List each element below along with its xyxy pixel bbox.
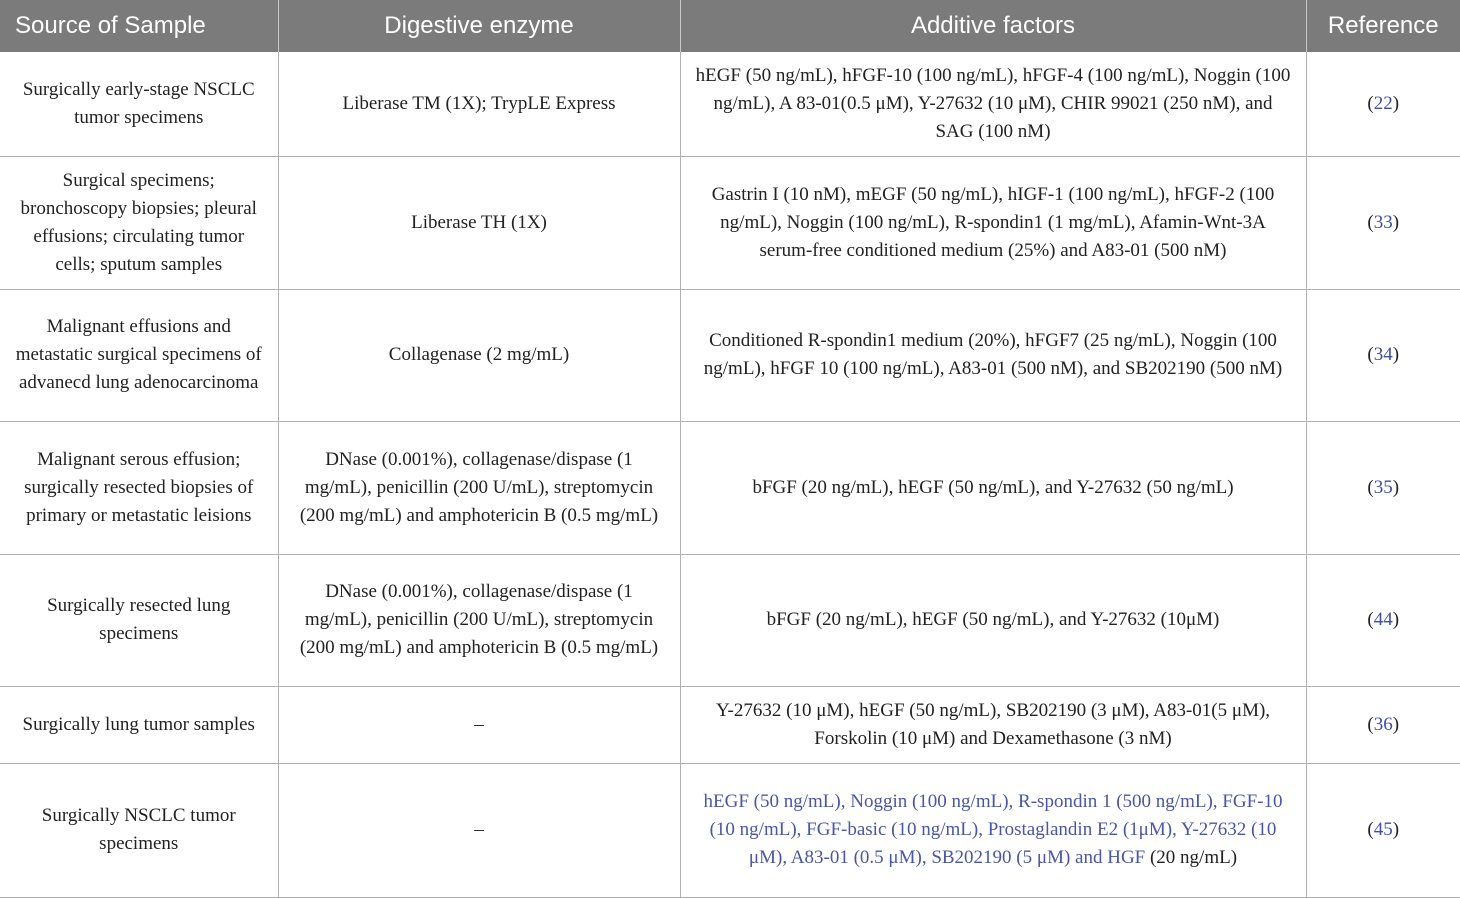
ref-open-paren: ( <box>1367 344 1374 365</box>
reference-link[interactable]: 44 <box>1373 609 1393 630</box>
enzyme-cell: Collagenase (2 mg/mL) <box>278 289 680 421</box>
header-factors: Additive factors <box>680 0 1306 52</box>
reference-cell <box>1306 554 1460 686</box>
reference-cell <box>1306 421 1460 554</box>
header-reference: Reference <box>1306 0 1460 52</box>
table-row <box>0 763 1460 897</box>
reference-link[interactable]: 33 <box>1373 211 1393 233</box>
ref-close-paren: ) <box>1392 713 1400 735</box>
reference-cell <box>1306 686 1460 763</box>
factors-cell: bFGF (20 ng/mL), hEGF (50 ng/mL), and Y-27632 (10μM) <box>680 554 1306 686</box>
table-row <box>0 421 1460 554</box>
reference-cell <box>1306 156 1460 289</box>
ref-close-paren: ) <box>1392 476 1400 498</box>
enzyme-cell: DNase (0.001%), collagenase/dispase (1 mg/mL), penicillin (200 U/mL), streptomycin (200 mg/mL) and amphotericin B (0.5 mg/mL) <box>278 554 680 686</box>
ref-open-paren: ( <box>1367 819 1374 840</box>
table-row <box>0 554 1460 686</box>
reference-cell <box>1306 52 1460 156</box>
header-source: Source of Sample <box>0 0 278 52</box>
ref-open-paren: ( <box>1367 211 1374 233</box>
reference-cell <box>1306 289 1460 421</box>
enzyme-cell: – <box>278 763 680 897</box>
table-body <box>0 52 1460 897</box>
factors-cell: bFGF (20 ng/mL), hEGF (50 ng/mL), and Y-27632 (50 ng/mL) <box>680 421 1306 554</box>
table-header <box>0 0 1460 52</box>
reference-link[interactable]: 22 <box>1373 92 1393 114</box>
header-row <box>0 0 1460 52</box>
source-cell: Surgically NSCLC tumor specimens <box>0 763 278 897</box>
reference-link[interactable]: 45 <box>1373 819 1393 840</box>
enzyme-cell: Liberase TM (1X); TrypLE Express <box>278 52 680 156</box>
table-row <box>0 289 1460 421</box>
enzyme-cell: – <box>278 686 680 763</box>
source-cell: Malignant effusions and metastatic surgical specimens of advanecd lung adenocarcinoma <box>0 289 278 421</box>
ref-open-paren: ( <box>1367 713 1374 735</box>
ref-open-paren: ( <box>1367 609 1374 630</box>
reference-cell <box>1306 763 1460 897</box>
factors-highlighted-text: hEGF (50 ng/mL), Noggin (100 ng/mL), R-spondin 1 (500 ng/mL), FGF-10 (10 ng/mL), FGF-basic (10 ng/mL), Prostaglandin E2 (1μM), Y-27632 (10 μM), A83-01 (0.5 μM), SB202190 (5 μM) and HGF <box>703 791 1283 868</box>
source-cell: Surgically resected lung specimens <box>0 554 278 686</box>
source-cell: Surgical specimens; bronchoscopy biopsies; pleural effusions; circulating tumor cells; sputum samples <box>0 156 278 289</box>
ref-open-paren: ( <box>1367 92 1374 114</box>
ref-open-paren: ( <box>1367 476 1374 498</box>
ref-close-paren: ) <box>1392 609 1400 630</box>
source-cell: Malignant serous effusion; surgically resected biopsies of primary or metastatic leisions <box>0 421 278 554</box>
ref-close-paren: ) <box>1392 344 1400 365</box>
enzyme-cell: DNase (0.001%), collagenase/dispase (1 mg/mL), penicillin (200 U/mL), streptomycin (200 mg/mL) and amphotericin B (0.5 mg/mL) <box>278 421 680 554</box>
enzyme-cell: Liberase TH (1X) <box>278 156 680 289</box>
ref-close-paren: ) <box>1392 211 1400 233</box>
source-cell: Surgically lung tumor samples <box>0 686 278 763</box>
source-cell: Surgically early-stage NSCLC tumor specimens <box>0 52 278 156</box>
factors-cell <box>680 763 1306 897</box>
factors-cell: hEGF (50 ng/mL), hFGF-10 (100 ng/mL), hFGF-4 (100 ng/mL), Noggin (100 ng/mL), A 83-01(0.5 μM), Y-27632 (10 μM), CHIR 99021 (250 nM), and SAG (100 nM) <box>680 52 1306 156</box>
ref-close-paren: ) <box>1392 92 1400 114</box>
ref-close-paren: ) <box>1392 819 1400 840</box>
table-row <box>0 52 1460 156</box>
reference-link[interactable]: 36 <box>1373 713 1393 735</box>
reference-link[interactable]: 34 <box>1373 344 1393 365</box>
table-row <box>0 686 1460 763</box>
factors-cell: Y-27632 (10 μM), hEGF (50 ng/mL), SB202190 (3 μM), A83-01(5 μM), Forskolin (10 μM) and Dexamethasone (3 nM) <box>680 686 1306 763</box>
header-enzyme: Digestive enzyme <box>278 0 680 52</box>
factors-cell: Conditioned R-spondin1 medium (20%), hFGF7 (25 ng/mL), Noggin (100 ng/mL), hFGF 10 (100 ng/mL), A83-01 (500 nM), and SB202190 (500 nM) <box>680 289 1306 421</box>
factors-cell: Gastrin I (10 nM), mEGF (50 ng/mL), hIGF-1 (100 ng/mL), hFGF-2 (100 ng/mL), Noggin (100 ng/mL), R-spondin1 (1 mg/mL), Afamin-Wnt-3A serum-free conditioned medium (25%) and A83-01 (500 nM) <box>680 156 1306 289</box>
table-row <box>0 156 1460 289</box>
reference-link[interactable]: 35 <box>1373 476 1393 498</box>
factors-tail-text: (20 ng/mL) <box>1145 847 1238 868</box>
